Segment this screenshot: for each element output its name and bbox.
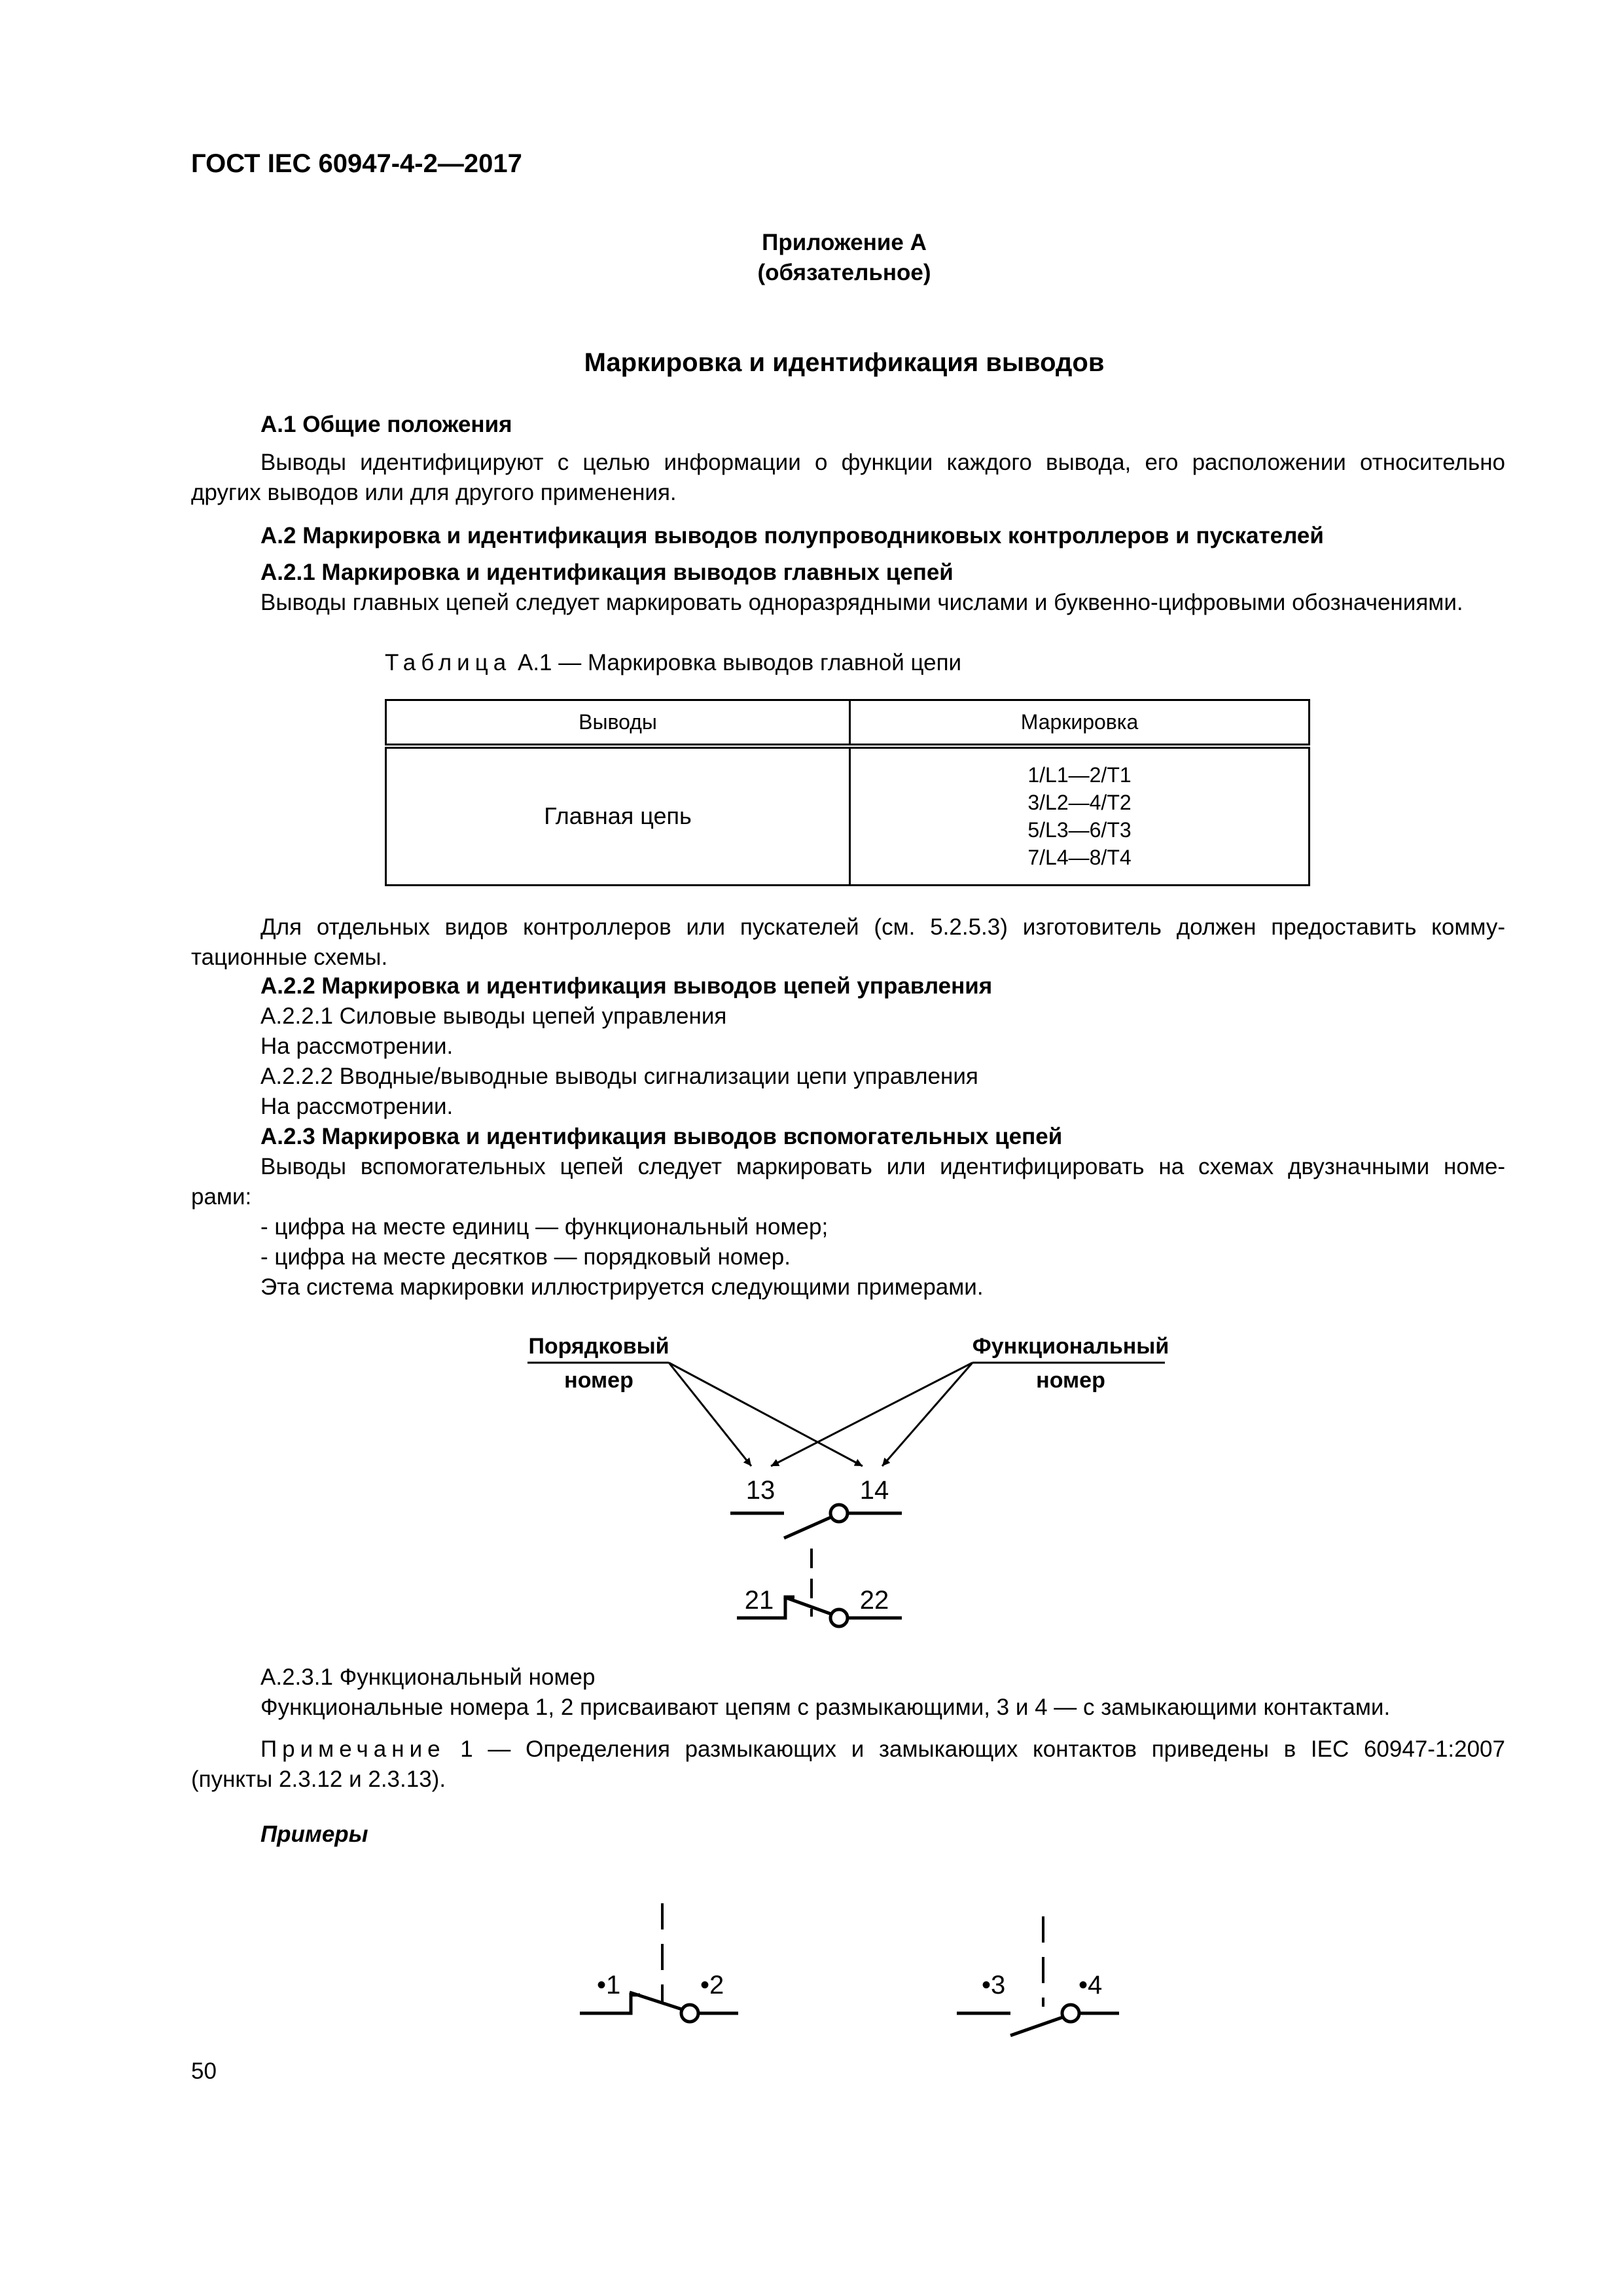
contact-pivot [681, 2005, 698, 2022]
annex-heading: Маркировка и идентификация выводов [584, 348, 1105, 377]
paragraph-schemes-line2: тационные схемы. [191, 944, 388, 970]
contact-blade [1010, 2017, 1063, 2036]
terminal-13: 13 [745, 1476, 776, 1505]
terminal-3: •3 [982, 1971, 1006, 2000]
example-contact-1-2 [580, 1903, 738, 2022]
contact-blade [630, 1992, 682, 2009]
section-a222-text: На рассмотрении. [260, 1094, 454, 1119]
contact-13-14 [730, 1476, 902, 1538]
paragraph-schemes-line1: Для отдельных видов контроллеров или пускателей (см. 5.2.5.3) изготовитель должен предоставить комму- [260, 914, 1505, 940]
label-functional: Функциональный [972, 1334, 1169, 1359]
terminal-4: •4 [1079, 1971, 1103, 2000]
section-a21-heading: А.2.1 Маркировка и идентификация выводов главных цепей [260, 560, 954, 585]
section-a231-text: Функциональные номера 1, 2 присваивают цепям с размыкающими, 3 и 4 — с замыкающими контактами. [260, 1695, 1391, 1720]
page-number: 50 [191, 2058, 217, 2084]
note-1-line1 [260, 1734, 1505, 1765]
arrow-ordinal-to-13 [669, 1363, 751, 1466]
terminal-21: 21 [744, 1586, 774, 1615]
main-circuit-label: Главная цепь [544, 802, 692, 830]
arrow-functional-to-13 [771, 1363, 972, 1466]
table-caption-label: Таблица [385, 650, 512, 675]
section-a23-heading: А.2.3 Маркировка и идентификация выводов вспомогательных цепей [260, 1124, 1063, 1149]
diagram-labels [527, 1334, 1169, 1393]
annex-title: Приложение А [762, 230, 927, 255]
marking-line: 3/L2—4/T2 [1027, 791, 1132, 815]
marking-line: 1/L1—2/T1 [1027, 763, 1132, 787]
section-a23-text-line2: рами: [191, 1184, 252, 1210]
label-ordinal-number: номер [564, 1368, 633, 1393]
marking-line: 5/L3—6/T3 [1027, 818, 1132, 842]
section-a1-text-line1: Выводы идентифицируют с целью информации о функции каждого вывода, его расположении относительно [260, 450, 1505, 475]
section-a23-item2: - цифра на месте десятков — порядковый номер. [260, 1244, 791, 1270]
note-1-line2: (пункты 2.3.12 и 2.3.13). [191, 1767, 446, 1792]
arrow-ordinal-to-14 [669, 1363, 863, 1466]
terminal-2: •2 [700, 1971, 724, 2000]
section-a23-item1: - цифра на месте единиц — функциональный номер; [260, 1214, 829, 1240]
table-header-outputs: Выводы [386, 700, 850, 746]
contact-blade [784, 1517, 831, 1538]
section-a231-heading: А.2.3.1 Функциональный номер [260, 1664, 596, 1690]
contact-21-22 [737, 1586, 902, 1626]
examples-heading: Примеры [260, 1821, 368, 1847]
note-text: 1 — Определения размыкающих и замыкающих контактов приведены в IEC 60947-1:2007 [445, 1736, 1505, 1762]
arrow-functional-to-14 [882, 1363, 972, 1466]
annex-status: (обязательное) [757, 260, 931, 285]
contact-blade [784, 1597, 831, 1614]
marking-line: 7/L4—8/T4 [1027, 846, 1132, 870]
section-a1-text-line2: других выводов или для другого применения. [191, 480, 677, 505]
section-a222-heading: А.2.2.2 Вводные/выводные выводы сигнализации цепи управления [260, 1064, 978, 1089]
label-functional-number: номер [1036, 1368, 1105, 1393]
terminal-1: •1 [597, 1971, 621, 2000]
terminal-14: 14 [859, 1476, 889, 1505]
document-number: ГОСТ IEC 60947-4-2—2017 [191, 149, 522, 178]
label-ordinal: Порядковый [528, 1334, 669, 1359]
terminal-22: 22 [859, 1586, 889, 1615]
diagram-arrows [669, 1363, 972, 1466]
section-a21-text: Выводы главных цепей следует маркировать одноразрядными числами и буквенно-цифровыми обозначениями. [260, 590, 1463, 615]
section-a22-heading: А.2.2 Маркировка и идентификация выводов цепей управления [260, 973, 993, 999]
contact-pivot [1062, 2005, 1079, 2022]
contact-pivot [830, 1609, 847, 1626]
section-a2-heading: А.2 Маркировка и идентификация выводов полупроводниковых контроллеров и пускателей [260, 523, 1324, 548]
section-a1-heading: А.1 Общие положения [260, 412, 512, 437]
table-header-marking: Маркировка [850, 700, 1310, 746]
table-caption-text: А.1 — Маркировка выводов главной цепи [517, 650, 962, 675]
note-label: Примечание [260, 1736, 446, 1762]
section-a221-heading: А.2.2.1 Силовые выводы цепей управления [260, 1003, 727, 1029]
contact-pivot [830, 1505, 847, 1522]
section-a23-text-line1: Выводы вспомогательных цепей следует маркировать или идентифицировать на схемах двузначными номе- [260, 1154, 1505, 1179]
section-a23-text-line3: Эта система маркировки иллюстрируется следующими примерами. [260, 1274, 984, 1300]
example-contact-3-4 [957, 1916, 1119, 2036]
section-a221-text: На рассмотрении. [260, 1033, 454, 1059]
